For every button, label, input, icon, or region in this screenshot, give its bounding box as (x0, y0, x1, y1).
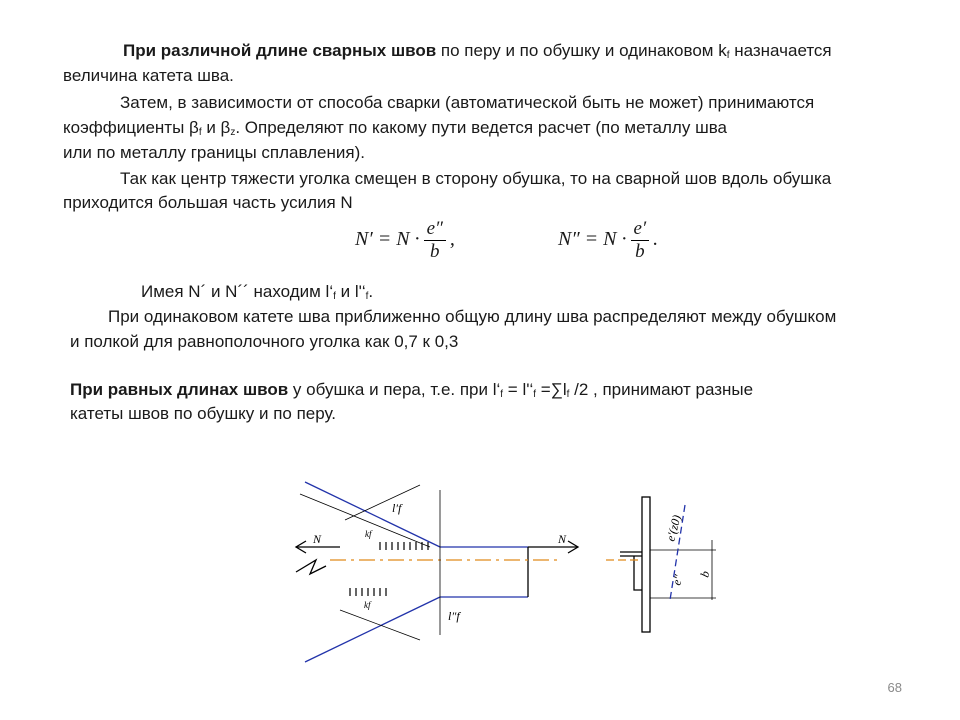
para6-text-d: /2 , принимают разные (569, 380, 754, 399)
para4-text-a: Имея N´ и N´´ находим l‘ (141, 282, 334, 301)
formula2-denominator: b (635, 241, 645, 262)
formula2-tail: . (653, 228, 659, 251)
para6-text-b: = l'‘ (503, 380, 534, 399)
para2-sub-f: f (198, 127, 202, 138)
para2-sub-z: z (230, 127, 236, 138)
para1-sub-f: f (726, 50, 730, 61)
para1-line2: величина катета шва. (63, 66, 234, 85)
para6-text-c: =∑l (536, 380, 567, 399)
label-lf-prime: l′f (392, 501, 402, 515)
para1-text-b: назначается (729, 41, 832, 60)
para4-text-c: . (368, 282, 374, 301)
para5-line2: и полкой для равнополочного уголка как 0,7 к 0,3 (70, 332, 459, 351)
para2-text-c: . Определяют по какому пути ведется расчет (по металлу шва (235, 118, 727, 137)
para2-text-b: и β (201, 118, 231, 137)
para5-line1: При одинаковом катете шва приближенно общую длину шва распределяют между обушком (108, 307, 837, 326)
label-e-prime: e′(z0) (663, 513, 684, 543)
formula1-tail: , (449, 228, 455, 251)
para2-line3: или по металлу границы сплавления). (63, 143, 365, 162)
formula2-lhs: N″ = N · (558, 228, 627, 251)
lower-angle-edge-1 (305, 597, 440, 662)
para6-sub3: f (566, 389, 570, 400)
label-lf-double: l″f (448, 609, 460, 623)
upper-angle-edge-1 (305, 482, 440, 547)
para6-sub1: f (500, 389, 504, 400)
para1-bold: При различной длине сварных швов (123, 41, 437, 60)
section-plate (642, 497, 650, 632)
section-angle (620, 552, 642, 590)
formula2-numerator: e′ (631, 218, 650, 241)
formula1-lhs: N′ = N · (355, 228, 420, 251)
para6-text-a: у обушка и пера, т.е. при l‘ (288, 380, 501, 399)
formula1-numerator: e″ (424, 218, 446, 241)
weld-hatching (350, 542, 428, 596)
para6-sub2: f (533, 389, 537, 400)
label-kf-top: kf (365, 529, 372, 539)
label-n-left: N (313, 532, 322, 546)
para4-text-b: и l'‘ (335, 282, 366, 301)
para4-sub1: f (333, 291, 336, 302)
para4-sub2: f (365, 291, 369, 302)
weld-plan-view (296, 482, 578, 662)
para2-line1: Затем, в зависимости от способа сварки (автоматической быть не может) принимаются (120, 93, 815, 112)
break-symbol (296, 560, 326, 574)
formula1-denominator: b (429, 241, 440, 262)
para1-text-a: по перу и по обушку и одинаковом k (436, 41, 727, 60)
dimension-lines (340, 485, 440, 640)
page-number: 68 (887, 680, 902, 695)
weld-section-view (606, 497, 716, 632)
label-e-double: e″ (669, 573, 686, 587)
para3-line2: приходится большая часть усилия N (63, 193, 353, 212)
para2-text-a: коэффициенты β (63, 118, 199, 137)
para3-line1: Так как центр тяжести уголка смещен в сторону обушка, то на сварной шов вдоль обушка (120, 169, 832, 188)
label-b: b (697, 569, 713, 579)
para6-bold: При равных длинах швов (70, 380, 289, 399)
label-kf-bottom: kf (364, 600, 371, 610)
para6-line2: катеты швов по обушку и по перу. (70, 404, 337, 423)
label-n-right: N (558, 532, 567, 546)
